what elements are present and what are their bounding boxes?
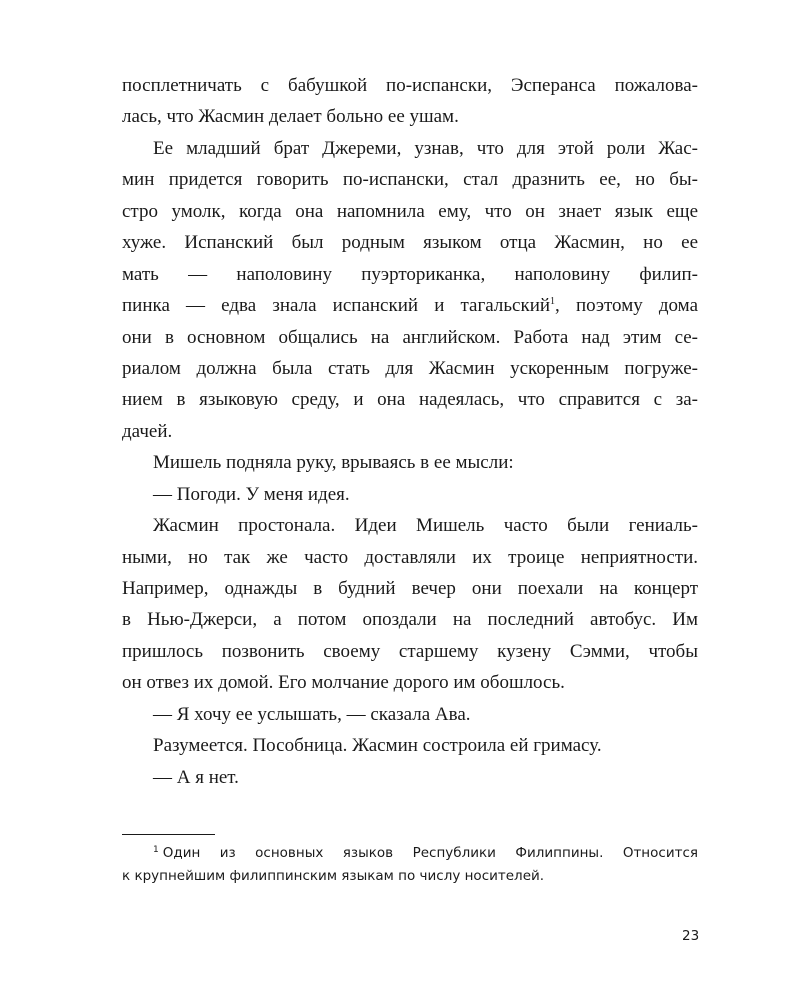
footnote-marker: 1 xyxy=(153,845,159,855)
footnote-separator xyxy=(122,834,215,835)
text-segment: , поэтому дома xyxy=(555,295,699,317)
text-line: в Нью-Джерси, а потом опоздали на последний автобус. Им xyxy=(122,609,698,631)
text-line: нием в языковую среду, и она надеялась, что справится с за- xyxy=(122,389,698,411)
text-line: стро умолк, когда она напомнила ему, что он знает язык еще xyxy=(122,200,698,222)
text-line: посплетничать с бабушкой по-испански, Эсперанса пожалова- xyxy=(122,75,698,96)
text-line: Ее младший брат Джереми, узнав, что для этой роли Жас- xyxy=(153,137,698,159)
text-line: они в основном общались на английском. Работа над этим се- xyxy=(122,326,698,348)
footnote-line: к крупнейшим филиппинским языкам по числу носителей. xyxy=(122,868,545,884)
page-number: 23 xyxy=(682,928,700,944)
text-line: — Погоди. У меня идея. xyxy=(153,483,350,505)
text-line: — Я хочу ее услышать, — сказала Ава. xyxy=(153,703,471,725)
text-segment: Один из основных языков Республики Филиппины. Относится xyxy=(162,845,698,861)
text-line xyxy=(122,290,698,321)
text-line: пришлось позвонить своему старшему кузену Сэмми, чтобы xyxy=(122,640,698,662)
body-text xyxy=(122,70,698,793)
text-line: Например, однажды в будний вечер они поехали на концерт xyxy=(122,578,698,599)
text-line: — А я нет. xyxy=(153,766,239,788)
text-line: Разумеется. Пособница. Жасмин состроила ей гримасу. xyxy=(153,735,602,757)
text-line: риалом должна была стать для Жасмин ускоренным погруже- xyxy=(122,357,698,379)
footnote-reference[interactable]: 1 xyxy=(550,296,556,308)
text-segment: пинка — едва знала испанский и тагальский xyxy=(122,295,551,317)
footnote-line xyxy=(122,842,698,865)
text-line: мать — наполовину пуэрториканка, наполовину филип- xyxy=(122,263,698,285)
text-line: Жасмин простонала. Идеи Мишель часто были гениаль- xyxy=(153,515,698,537)
text-line: мин придется говорить по-испански, стал дразнить ее, но бы- xyxy=(122,169,698,191)
text-line: дачей. xyxy=(122,420,173,442)
text-line: он отвез их домой. Его молчание дорого им обошлось. xyxy=(122,672,565,694)
text-line: хуже. Испанский был родным языком отца Жасмин, но ее xyxy=(122,232,698,254)
text-line: Мишель подняла руку, врываясь в ее мысли: xyxy=(153,452,514,474)
text-line: лась, что Жасмин делает больно ее ушам. xyxy=(122,106,459,128)
text-line: ными, но так же часто доставляли их троице неприятности. xyxy=(122,546,698,568)
footnote xyxy=(122,842,698,888)
